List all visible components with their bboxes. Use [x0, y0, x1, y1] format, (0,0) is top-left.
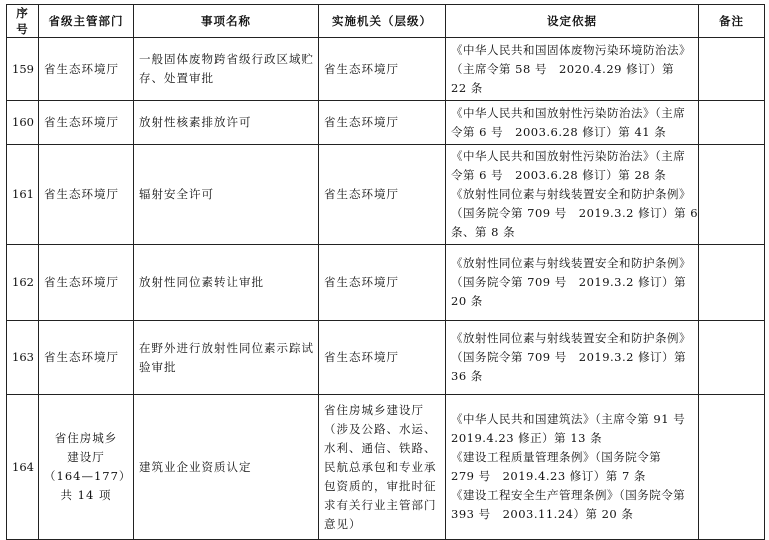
dept-line: 建设厅	[67, 450, 105, 464]
cell-remark	[699, 101, 765, 145]
cell-remark	[699, 321, 765, 395]
cell-name	[134, 145, 319, 245]
name-line: 放射性同位素转让审批	[139, 275, 264, 289]
agency-line: 省生态环境厅	[324, 350, 399, 364]
basis-line: 《中华人民共和国放射性污染防治法》（主席	[451, 105, 686, 120]
agency-line: 省生态环境厅	[324, 187, 399, 201]
dept-line: 省住房城乡	[54, 431, 118, 445]
basis-line: 《放射性同位素与射线装置安全和防护条例》	[451, 256, 691, 270]
dept-line: 省生态环境厅	[44, 275, 119, 289]
header-agency: 实施机关（层级）	[319, 5, 446, 38]
dept-line: （164—177）	[44, 469, 132, 483]
cell-basis	[446, 145, 699, 245]
table-row	[7, 321, 765, 395]
basis-line: 《中华人民共和国建筑法》（主席令第 91 号	[451, 412, 686, 426]
table-row	[7, 145, 765, 245]
name-line: 存、处置审批	[139, 71, 214, 85]
basis-line: 条、第 8 条	[451, 225, 516, 239]
cell-agency	[319, 321, 446, 395]
cell-dept	[39, 101, 134, 145]
cell-no: 163	[7, 321, 39, 395]
header-no: 序号	[7, 5, 39, 38]
name-line: 辐射安全许可	[139, 187, 214, 201]
cell-remark	[699, 245, 765, 321]
cell-agency	[319, 101, 446, 145]
table-row	[7, 38, 765, 101]
dept-line: 共 14 项	[60, 488, 112, 502]
cell-basis	[446, 321, 699, 395]
agency-line: 水利、通信、铁路、	[324, 440, 437, 455]
name-line: 在野外进行放射性同位素示踪试	[139, 340, 314, 355]
agency-line: 求有关行业主管部门	[324, 497, 437, 512]
cell-dept	[39, 395, 134, 540]
header-remark: 备注	[699, 5, 765, 38]
cell-dept	[39, 38, 134, 101]
table-body	[7, 38, 765, 540]
table-row	[7, 395, 765, 540]
cell-basis	[446, 395, 699, 540]
name-line: 一般固体废物跨省级行政区域贮	[139, 52, 314, 66]
basis-line: 令第 6 号 2003.6.28 修订）第 28 条	[451, 168, 667, 182]
cell-no: 161	[7, 145, 39, 245]
cell-agency	[319, 245, 446, 321]
cell-agency	[319, 38, 446, 101]
cell-remark	[699, 145, 765, 245]
agency-line: 包资质的，审批时征	[324, 478, 437, 493]
table-row	[7, 101, 765, 145]
cell-basis	[446, 101, 699, 145]
basis-line: 36 条	[451, 369, 483, 383]
name-line: 放射性核素排放许可	[139, 115, 252, 129]
basis-line: 2019.4.23 修正）第 13 条	[451, 431, 603, 445]
basis-line: 393 号 2003.11.24）第 20 条	[451, 507, 634, 521]
cell-no: 164	[7, 395, 39, 540]
basis-line: （主席令第 58 号 2020.4.29 修订）第	[451, 61, 675, 76]
cell-dept	[39, 145, 134, 245]
agency-line: 意见）	[324, 516, 362, 531]
dept-line: 省生态环境厅	[44, 350, 119, 364]
cell-name	[134, 245, 319, 321]
agency-line: 民航总承包和专业承	[324, 459, 437, 474]
cell-basis	[446, 38, 699, 101]
agency-line: 省生态环境厅	[324, 61, 399, 76]
cell-name	[134, 38, 319, 101]
dept-line: 省生态环境厅	[44, 187, 119, 201]
dept-line: 省生态环境厅	[44, 61, 119, 76]
cell-dept	[39, 321, 134, 395]
cell-no: 162	[7, 245, 39, 321]
table-row	[7, 245, 765, 321]
basis-line: 《放射性同位素与射线装置安全和防护条例》	[451, 331, 691, 345]
basis-line: 《建设工程质量管理条例》（国务院令第	[451, 450, 662, 464]
header-name: 事项名称	[134, 5, 319, 38]
cell-remark	[699, 38, 765, 101]
cell-no: 159	[7, 38, 39, 101]
cell-name	[134, 321, 319, 395]
header-basis: 设定依据	[446, 5, 699, 38]
cell-agency	[319, 145, 446, 245]
approval-items-table	[6, 4, 765, 540]
basis-line: 22 条	[451, 80, 483, 95]
agency-line: 省生态环境厅	[324, 115, 399, 129]
agency-line: （涉及公路、水运、	[324, 421, 437, 436]
cell-agency	[319, 395, 446, 540]
agency-line: 省生态环境厅	[324, 275, 399, 289]
cell-remark	[699, 395, 765, 540]
cell-name	[134, 101, 319, 145]
cell-no: 160	[7, 101, 39, 145]
cell-basis	[446, 245, 699, 321]
basis-line: 《中华人民共和国放射性污染防治法》（主席	[451, 149, 686, 163]
basis-line: （国务院令第 709 号 2019.3.2 修订）第	[451, 350, 687, 364]
basis-line: （国务院令第 709 号 2019.3.2 修订）第	[451, 275, 687, 289]
basis-line: （国务院令第 709 号 2019.3.2 修订）第 6	[451, 206, 699, 220]
header-row	[7, 5, 765, 38]
cell-name	[134, 395, 319, 540]
header-dept: 省级主管部门	[39, 5, 134, 38]
name-line: 验审批	[139, 359, 177, 374]
agency-line: 省住房城乡建设厅	[324, 402, 424, 417]
basis-line: 《放射性同位素与射线装置安全和防护条例》	[451, 187, 691, 201]
basis-line: 279 号 2019.4.23 修订）第 7 条	[451, 469, 646, 483]
name-line: 建筑业企业资质认定	[139, 459, 252, 474]
cell-dept	[39, 245, 134, 321]
basis-line: 《中华人民共和国固体废物污染环境防治法》	[451, 42, 691, 57]
basis-line: 《建设工程安全生产管理条例》（国务院令第	[451, 488, 686, 502]
dept-line: 省生态环境厅	[44, 115, 119, 129]
basis-line: 令第 6 号 2003.6.28 修订）第 41 条	[451, 124, 667, 139]
basis-line: 20 条	[451, 294, 483, 308]
